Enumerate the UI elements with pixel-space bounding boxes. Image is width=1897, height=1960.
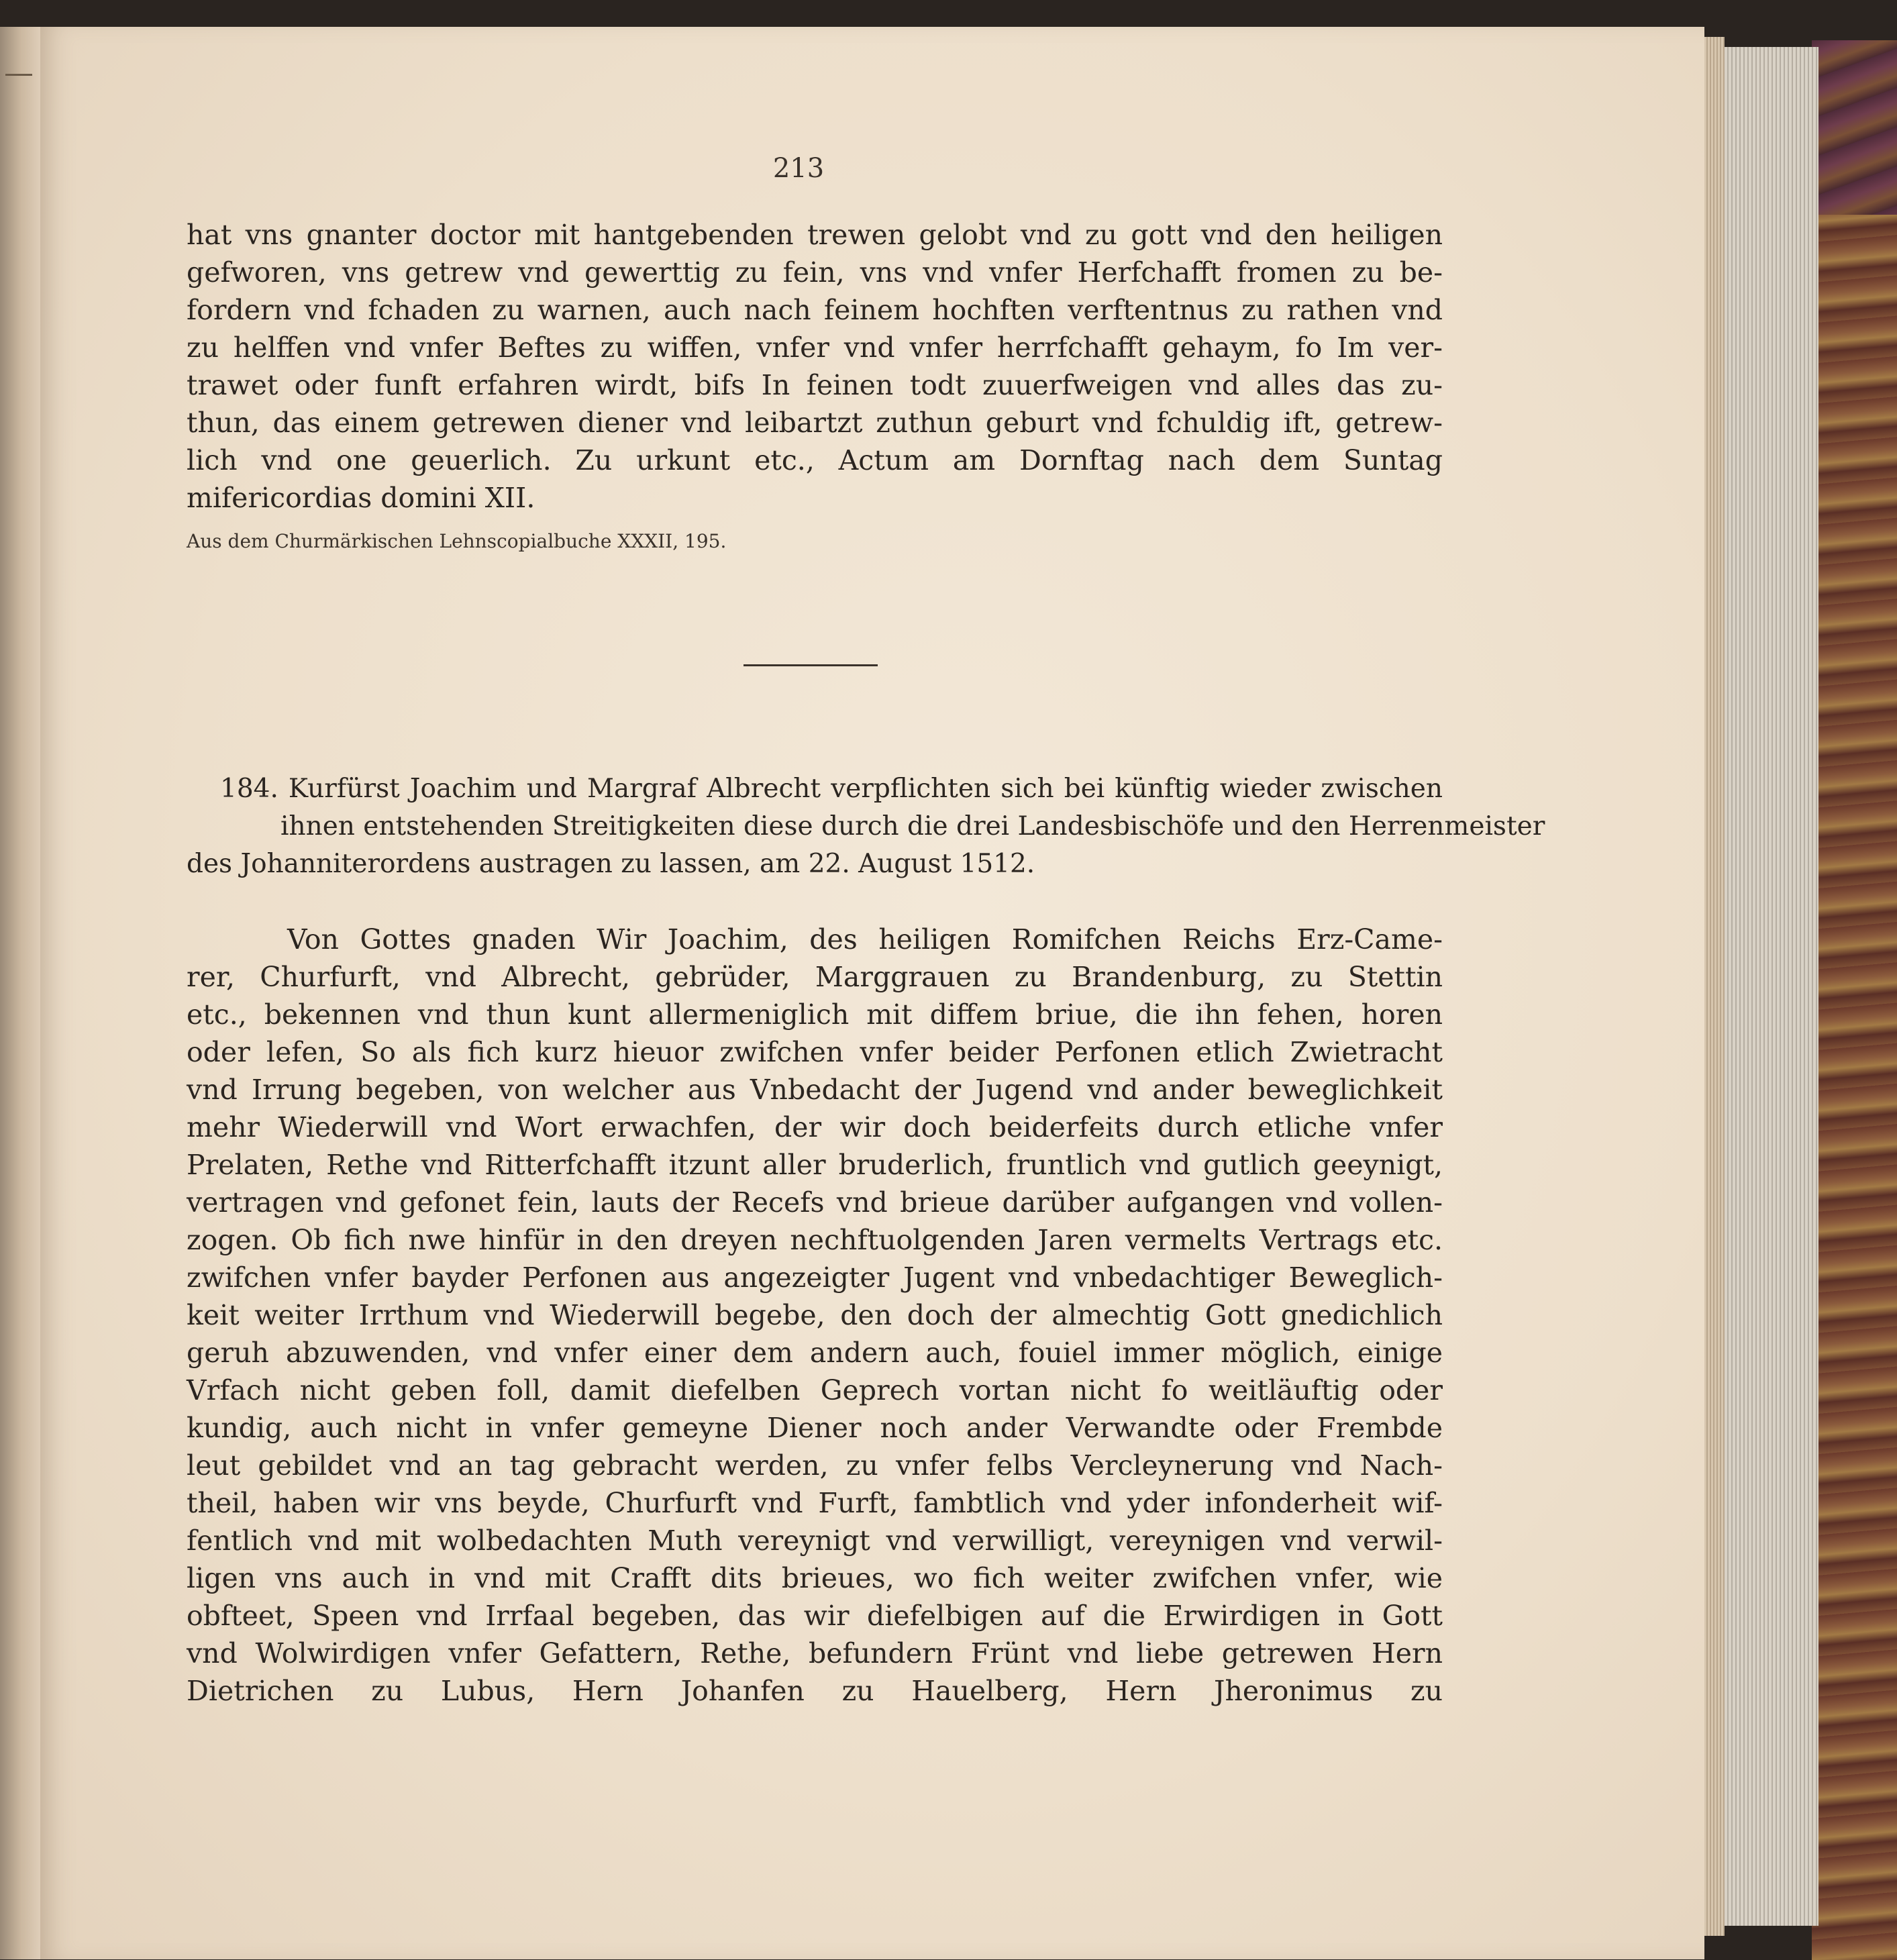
text-line: zwifchen vnfer bayder Perfonen aus angezeigter Jugent vnd vnbedachtiger Beweglich- — [187, 1261, 1443, 1294]
text-line: hat vns gnanter doctor mit hantgebenden trewen gelobt vnd zu gott vnd den heiligen — [187, 219, 1443, 251]
text-line: etc., bekennen vnd thun kunt allermeniglich mit diffem briue, die ihn fehen, horen — [187, 998, 1443, 1031]
text-line: geruh abzuwenden, vnd vnfer einer dem andern auch, fouiel immer möglich, einige — [187, 1337, 1443, 1369]
text-line: oder lefen, So als fich kurz hieuor zwifchen vnfer beider Perfonen etlich Zwietracht — [187, 1036, 1443, 1068]
text-line: ligen vns auch in vnd mit Crafft dits brieues, wo fich weiter zwifchen vnfer, wie — [187, 1562, 1443, 1594]
text-line: theil, haben wir vns beyde, Churfurft vnd Furft, fambtlich vnd yder infonderheit wif- — [187, 1487, 1443, 1519]
source-note: Aus dem Churmärkischen Lehnscopialbuche XXXII, 195. — [187, 530, 727, 552]
text-line: kundig, auch nicht in vnfer gemeyne Diener noch ander Verwandte oder Frembde — [187, 1412, 1443, 1444]
text-line: Dietrichen zu Lubus, Hern Johanfen zu Hauelberg, Hern Jheronimus zu — [187, 1675, 1443, 1707]
text-line: mifericordias domini XII. — [187, 482, 535, 514]
main-paragraph — [187, 921, 1443, 1710]
heading-line: ihnen entstehenden Streitigkeiten diese durch die drei Landesbischöfe und den Herrenmeister — [280, 811, 1545, 841]
text-line: zu helffen vnd vnfer Beftes zu wiffen, vnfer vnd vnfer herrfchafft gehaym, fo Im ver- — [187, 331, 1443, 364]
left-page-mark — [5, 74, 32, 76]
text-line: mehr Wiederwill vnd Wort erwachfen, der wir doch beiderfeits durch etliche vnfer — [187, 1111, 1443, 1143]
text-line: fordern vnd fchaden zu warnen, auch nach feinem hochften verftentnus zu rathen vnd — [187, 294, 1443, 326]
page-fore-edge — [1725, 47, 1818, 1926]
text-line: Von Gottes gnaden Wir Joachim, des heiligen Romifchen Reichs Erz-Came- — [287, 923, 1443, 956]
text-line: trawet oder funft erfahren wirdt, bifs In feinen todt zuuerfweigen vnd alles das zu- — [187, 369, 1443, 401]
book-cover-marbling — [1812, 40, 1897, 215]
text-line: Vrfach nicht geben foll, damit diefelben Geprech vortan nicht fo weitläuftig oder — [187, 1374, 1443, 1406]
text-line: obfteet, Speen vnd Irrfaal begeben, das wir diefelbigen auf die Erwirdigen in Gott — [187, 1600, 1443, 1632]
text-line: gefworen, vns getrew vnd gewerttig zu fein, vns vnd vnfer Herfchafft fromen zu be- — [187, 256, 1443, 289]
text-line: Prelaten, Rethe vnd Ritterfchafft itzunt aller bruderlich, fruntlich vnd gutlich geeynigt, — [187, 1149, 1443, 1181]
text-line: leut gebildet vnd an tag gebracht werden, zu vnfer felbs Vercleynerung vnd Nach- — [187, 1449, 1443, 1482]
text-line: rer, Churfurft, vnd Albrecht, gebrüder, Marggrauen zu Brandenburg, zu Stettin — [187, 961, 1443, 993]
text-line: zogen. Ob fich nwe hinfür in den dreyen nechftuolgenden Jaren vermelts Vertrags etc. — [187, 1224, 1443, 1256]
text-line: vnd Wolwirdigen vnfer Gefattern, Rethe, befundern Frünt vnd liebe getrewen Hern — [187, 1637, 1443, 1669]
text-line: thun, das einem getrewen diener vnd leibartzt zuthun geburt vnd fchuldig ift, getrew- — [187, 407, 1443, 439]
heading-line: des Johanniterordens austragen zu lassen, am 22. August 1512. — [187, 849, 1035, 879]
page-number: 213 — [772, 153, 825, 184]
text-line: keit weiter Irrthum vnd Wiederwill begebe, den doch der almechtig Gott gnedichlich — [187, 1299, 1443, 1331]
heading-line: 184. Kurfürst Joachim und Margraf Albrecht verpflichten sich bei künftig wieder zwischen — [220, 774, 1443, 804]
document-heading — [187, 770, 1545, 883]
top-paragraph — [187, 216, 1443, 517]
book-cover — [1812, 40, 1897, 1960]
text-line: fentlich vnd mit wolbedachten Muth vereynigt vnd verwilligt, vereynigen vnd verwil- — [187, 1525, 1443, 1557]
text-line: vnd Irrung begeben, von welcher aus Vnbedacht der Jugend vnd ander beweglichkeit — [187, 1074, 1443, 1106]
text-line: vertragen vnd gefonet fein, lauts der Recefs vnd brieue darüber aufgangen vnd vollen- — [187, 1186, 1443, 1219]
text-line: lich vnd one geuerlich. Zu urkunt etc., Actum am Dornftag nach dem Suntag — [187, 444, 1443, 476]
section-divider — [744, 664, 878, 666]
